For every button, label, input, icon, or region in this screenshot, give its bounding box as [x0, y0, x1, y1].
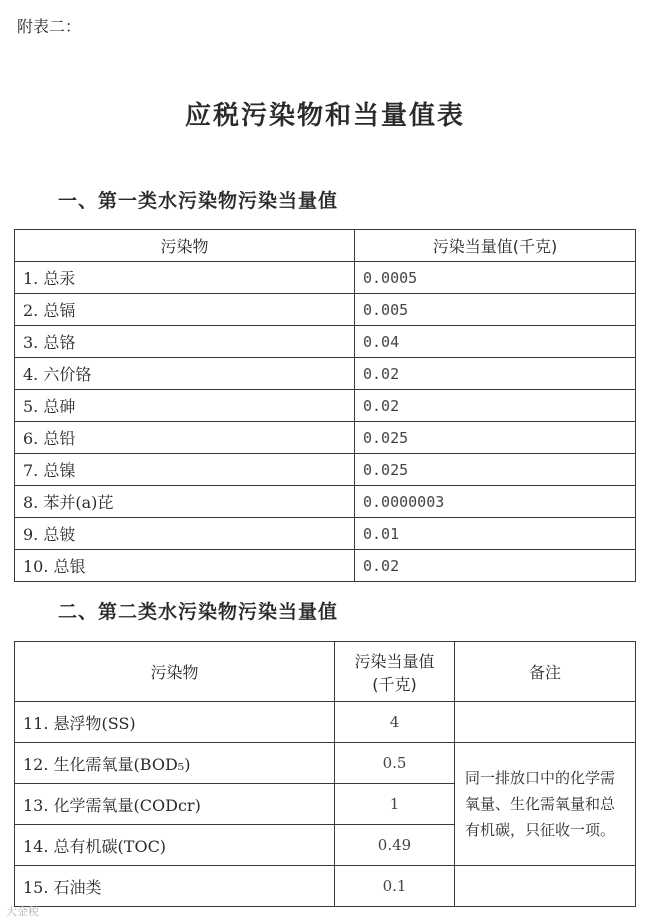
equivalent-value: 0.02: [355, 550, 636, 582]
pollutant-name: 6. 总铅: [15, 422, 355, 454]
pollutant-name: 11. 悬浮物(SS): [15, 702, 335, 743]
equivalent-value: 0.025: [355, 422, 636, 454]
note-text: 同一排放口中的化学需氧量、生化需氧量和总有机碳，只征收一项。: [455, 743, 636, 866]
equivalent-value: 0.1: [335, 866, 455, 907]
watermark: 大金税: [6, 905, 39, 918]
equivalent-value: 0.02: [355, 358, 636, 390]
equivalent-value: 0.5: [335, 743, 455, 784]
pollutant-name: 3. 总铬: [15, 326, 355, 358]
equivalent-value: 0.01: [355, 518, 636, 550]
pollutant-name: 14. 总有机碳(TOC): [15, 825, 335, 866]
column-header-value-line2: (千克): [372, 674, 417, 694]
pollutant-name: 5. 总砷: [15, 390, 355, 422]
pollutant-name: 10. 总银: [15, 550, 355, 582]
column-header-pollutant: 污染物: [15, 230, 355, 262]
note-cell-empty: [455, 702, 636, 743]
table-row: [15, 454, 636, 486]
column-header-equivalent-value: [335, 642, 455, 702]
column-header-value-line1: 污染当量值: [354, 651, 435, 671]
pollutant-name: 7. 总镍: [15, 454, 355, 486]
pollutant-name: 13. 化学需氧量(CODcr): [15, 784, 335, 825]
table-row: [15, 262, 636, 294]
pollutant-name: 8. 苯并(a)芘: [15, 486, 355, 518]
table-row: [15, 422, 636, 454]
equivalent-value: 0.005: [355, 294, 636, 326]
table-second-class-pollutants: [14, 641, 636, 907]
equivalent-value: 4: [335, 702, 455, 743]
table-row: [15, 486, 636, 518]
table-row: [15, 326, 636, 358]
note-cell-empty: [455, 866, 636, 907]
table-row: [15, 518, 636, 550]
table-row: [15, 294, 636, 326]
pollutant-name: 9. 总铍: [15, 518, 355, 550]
table-row: [15, 390, 636, 422]
pollutant-name: 4. 六价铬: [15, 358, 355, 390]
table-row: [15, 743, 636, 784]
table-row: [15, 866, 636, 907]
table-row: [15, 550, 636, 582]
equivalent-value: 0.0005: [355, 262, 636, 294]
document-title: 应税污染物和当量值表: [184, 101, 465, 131]
table-row: [15, 702, 636, 743]
column-header-pollutant: 污染物: [15, 642, 335, 702]
table-row: [15, 358, 636, 390]
equivalent-value: 0.0000003: [355, 486, 636, 518]
pollutant-name: 12. 生化需氧量(BOD₅): [15, 743, 335, 784]
equivalent-value: 0.49: [335, 825, 455, 866]
column-header-note: 备注: [455, 642, 636, 702]
appendix-label: 附表二：: [17, 17, 82, 36]
column-header-equivalent-value: 污染当量值(千克): [355, 230, 636, 262]
pollutant-name: 15. 石油类: [15, 866, 335, 907]
section1-heading: 一、第一类水污染物污染当量值: [58, 190, 339, 212]
pollutant-name: 1. 总汞: [15, 262, 355, 294]
equivalent-value: 0.04: [355, 326, 636, 358]
table-first-class-pollutants: [14, 229, 636, 582]
pollutant-name: 2. 总镉: [15, 294, 355, 326]
equivalent-value: 1: [335, 784, 455, 825]
equivalent-value: 0.02: [355, 390, 636, 422]
equivalent-value: 0.025: [355, 454, 636, 486]
section2-heading: 二、第二类水污染物污染当量值: [58, 601, 339, 623]
